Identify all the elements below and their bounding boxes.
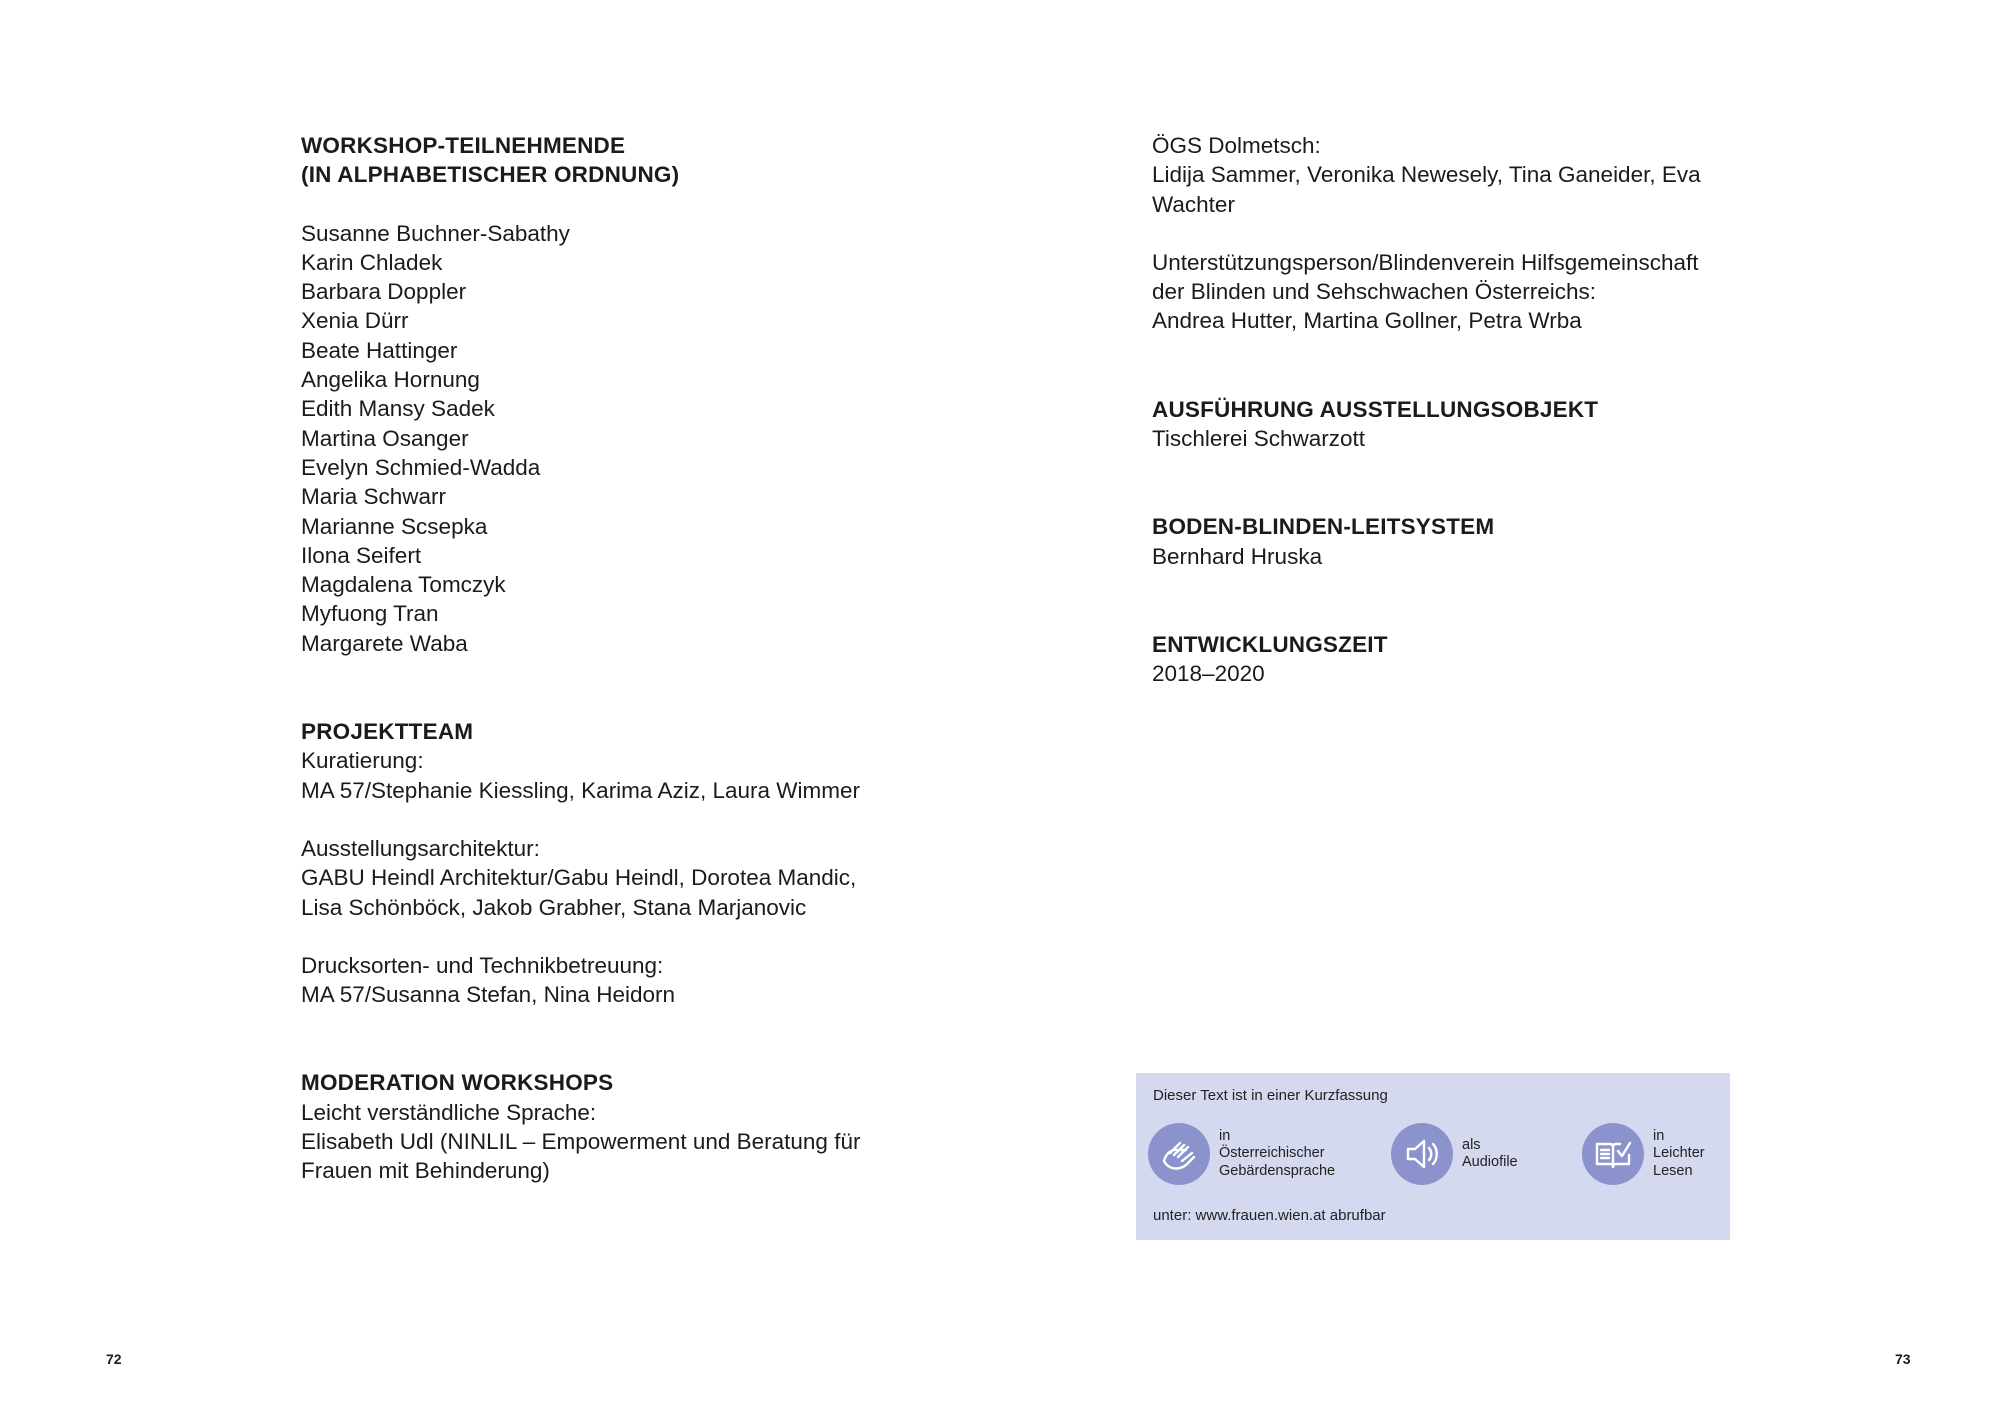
list-item: Evelyn Schmied-Wadda (301, 454, 541, 480)
list-item: Angelika Hornung (301, 367, 480, 393)
right-page-column (1152, 131, 1752, 689)
list-item: Maria Schwarr (301, 484, 447, 510)
page-number-right: 73 (1895, 1351, 1911, 1367)
list-item: Ilona Seifert (301, 542, 422, 568)
oegs-names: Wachter (1152, 191, 1235, 217)
sign-language-option[interactable] (1148, 1123, 1335, 1185)
support-label: der Blinden und Sehschwachen Österreichs: (1152, 279, 1597, 305)
list-item: Magdalena Tomczyk (301, 572, 506, 598)
ausfuehrung-heading: AUSFÜHRUNG AUSSTELLUNGSOBJEKT (1152, 396, 1599, 422)
boden-heading: BODEN-BLINDEN-LEITSYSTEM (1152, 514, 1495, 540)
info-box-title: Dieser Text ist in einer Kurzfassung (1153, 1087, 1388, 1104)
sign-language-option-label: in Österreichischer Gebärdensprache (1219, 1127, 1336, 1179)
oegs-label: ÖGS Dolmetsch: (1152, 133, 1321, 158)
list-item: Beate Hattinger (301, 337, 458, 363)
list-item: Martina Osanger (301, 425, 469, 451)
easy-read-book-icon (1582, 1123, 1644, 1185)
kuratierung-label: Kuratierung: (301, 748, 424, 774)
kuratierung-names: MA 57/Stephanie Kiessling, Karima Aziz, Laura Wimmer (301, 777, 860, 803)
architektur-names: GABU Heindl Architektur/Gabu Heindl, Dorotea Mandic, (301, 865, 857, 891)
list-item: Myfuong Tran (301, 601, 439, 627)
moderation-names: Frauen mit Behinderung) (301, 1158, 550, 1184)
page-number-left: 72 (106, 1351, 122, 1367)
workshop-heading-sub: (IN ALPHABETISCHER ORDNUNG) (301, 162, 680, 188)
short-version-info-box (1136, 1073, 1730, 1240)
list-item: Marianne Scsepka (301, 513, 488, 539)
moderation-names: Elisabeth Udl (NINLIL – Empowerment und Beratung für (301, 1129, 861, 1155)
projektteam-heading: PROJEKTTEAM (301, 719, 474, 745)
entwicklung-value: 2018–2020 (1152, 661, 1265, 687)
oegs-names: Lidija Sammer, Veronika Newesely, Tina Ganeider, Eva (1152, 162, 1701, 188)
moderation-heading: MODERATION WORKSHOPS (301, 1070, 614, 1096)
architektur-names: Lisa Schönböck, Jakob Grabher, Stana Marjanovic (301, 894, 807, 920)
left-page-column (301, 131, 921, 1186)
entwicklung-heading: ENTWICKLUNGSZEIT (1152, 631, 1388, 657)
druck-names: MA 57/Susanna Stefan, Nina Heidorn (301, 982, 675, 1008)
list-item: Karin Chladek (301, 249, 443, 275)
participant-list (301, 219, 921, 658)
sign-language-icon (1148, 1123, 1210, 1185)
list-item: Barbara Doppler (301, 279, 467, 305)
easy-read-option[interactable] (1582, 1123, 1705, 1185)
druck-label: Drucksorten- und Technikbetreuung: (301, 952, 664, 978)
list-item: Susanne Buchner-Sabathy (301, 220, 570, 246)
info-box-url[interactable]: unter: www.frauen.wien.at abrufbar (1153, 1207, 1386, 1224)
audio-option-label: als Audiofile (1462, 1136, 1518, 1170)
architektur-label: Ausstellungsarchitektur: (301, 835, 540, 861)
speaker-icon (1391, 1123, 1453, 1185)
list-item: Edith Mansy Sadek (301, 396, 495, 422)
support-label: Unterstützungsperson/Blindenverein Hilfsgemeinschaft (1152, 249, 1699, 275)
support-names: Andrea Hutter, Martina Gollner, Petra Wrba (1152, 308, 1582, 334)
moderation-label: Leicht verständliche Sprache: (301, 1099, 597, 1125)
easy-read-option-label: in Leichter Lesen (1653, 1127, 1705, 1179)
ausfuehrung-value: Tischlerei Schwarzott (1152, 426, 1365, 452)
boden-value: Bernhard Hruska (1152, 543, 1323, 569)
audio-option[interactable] (1391, 1123, 1518, 1185)
workshop-heading: WORKSHOP-TEILNEHMENDE (301, 133, 626, 158)
list-item: Xenia Dürr (301, 308, 409, 334)
list-item: Margarete Waba (301, 630, 468, 656)
